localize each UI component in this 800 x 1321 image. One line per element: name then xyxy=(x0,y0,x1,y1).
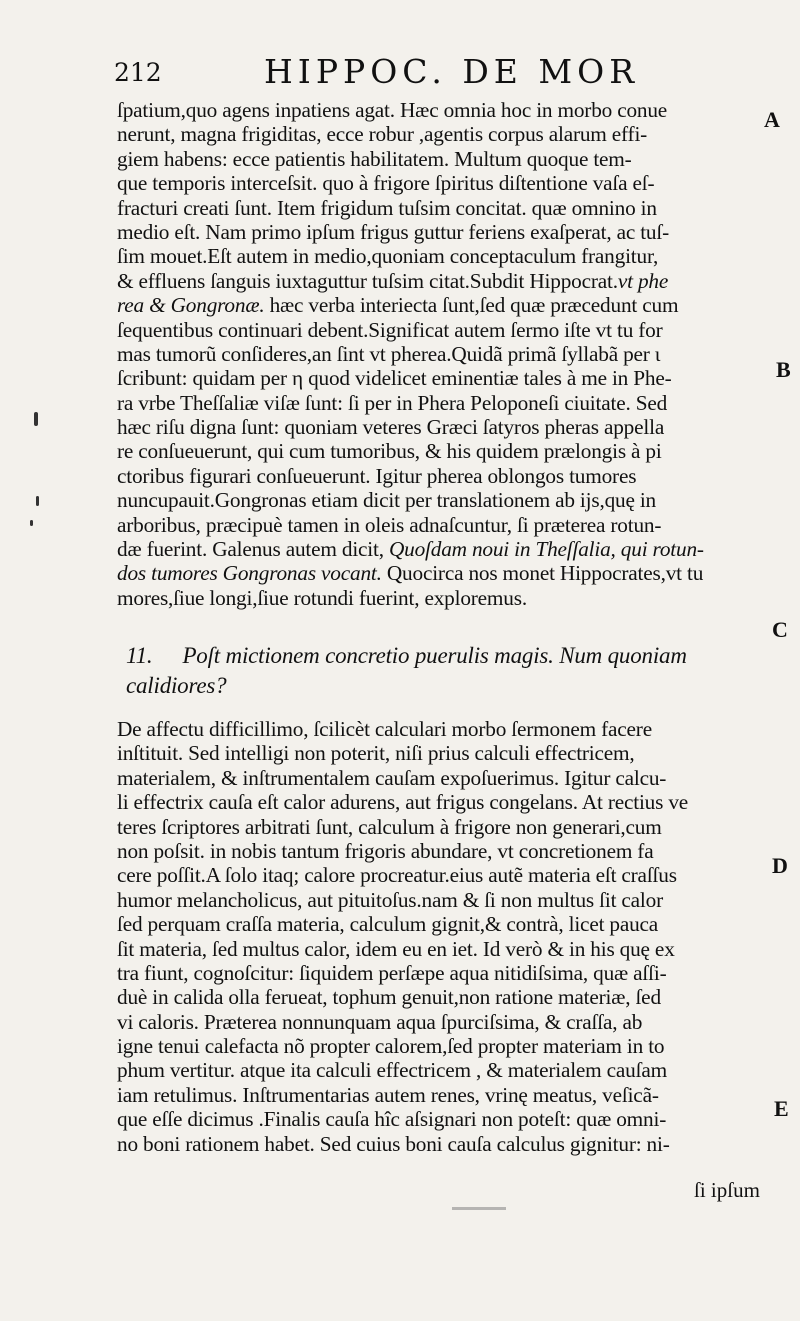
text-line: que eſſe dicimus .Finalis cauſa hîc aſsignari non poteſt: quæ omni- xyxy=(117,1107,667,1132)
page-number: 212 xyxy=(114,58,162,87)
text-line: no boni rationem habet. Sed cuius boni cauſa calculus gignitur: ni- xyxy=(117,1131,670,1156)
aphorism-line: calidiores? xyxy=(126,673,227,698)
text-line: materialem, & inſtrumentalem cauſam expoſuerimus. Igitur calcu- xyxy=(117,765,667,790)
aphorism xyxy=(126,641,766,701)
text-line: fracturi creati ſunt. Item frigidum tuſsim concitat. quæ omnino in xyxy=(117,195,657,220)
text-line: non poſsit. in nobis tantum frigoris abundare, vt concretionem fa xyxy=(117,838,654,863)
ink-speck xyxy=(36,496,39,506)
catchword: ſi ipſum xyxy=(694,1178,760,1202)
text-line: hæc riſu digna ſunt: quoniam veteres Græci ſatyros pheras appella xyxy=(117,415,665,440)
text-line: tra fiunt, cognoſcitur: ſiquidem perſæpe aqua nitidiſsima, quæ aſſi- xyxy=(117,960,667,985)
text-line: giem habens: ecce patientis habilitatem. Multum quoque tem- xyxy=(117,146,632,171)
margin-letter-a: A xyxy=(764,107,780,132)
text-line: rea & Gongronæ. hæc verba interiecta ſunt,ſed quæ præcedunt cum xyxy=(117,293,679,318)
text-line: mas tumorũ conſideres,an ſint vt pherea.Quidã primã ſyllabã per ι xyxy=(117,341,661,366)
text-line: ſcribunt: quidam per η quod videlicet eminentiæ tales à me in Phe- xyxy=(117,366,672,391)
text-line: phum vertitur. atque ita calculi effectricem , & materialem cauſam xyxy=(117,1058,667,1083)
margin-letter-c: C xyxy=(772,617,788,642)
text-line: ſit materia, ſed multus calor, idem eu en iet. Id verò & in his quę ex xyxy=(117,936,675,961)
text-line: mores,ſiue longi,ſiue rotundi fuerint, exploremus. xyxy=(117,585,527,610)
text-line: ſequentibus continuari debent.Significat autem ſermo iſte vt tu for xyxy=(117,317,663,342)
text-line: ſim mouet.Eſt autem in medio,quoniam conceptaculum frangitur, xyxy=(117,244,659,269)
page-smudge xyxy=(452,1207,506,1210)
text-line: igne tenui calefacta nõ propter calorem,ſed propter materiam in to xyxy=(117,1034,665,1059)
text-line: ſed perquam craſſa materia, calculum gignit,& contrà, licet pauca xyxy=(117,912,659,937)
text-line: que temporis interceſsit. quo à frigore ſpiritus diſtentione vaſa eſ- xyxy=(117,171,655,196)
text-line: dos tumores Gongronas vocant. Quocirca nos monet Hippocrates,vt tu xyxy=(117,561,704,586)
text-line: inſtituit. Sed intelligi non poterit, niſi prius calculi effectricem, xyxy=(117,741,635,766)
ink-speck xyxy=(30,520,33,526)
text-line: dæ fuerint. Galenus autem dicit, Quoſdam noui in Theſſalia, qui rotun- xyxy=(117,537,704,562)
margin-letter-e: E xyxy=(774,1096,789,1121)
text-line: re conſueuerunt, qui cum tumoribus, & his quidem prælongis à pi xyxy=(117,439,662,464)
aphorism-number: 11. xyxy=(126,643,153,668)
text-line: nerunt, magna frigiditas, ecce robur ,agentis corpus alarum effi- xyxy=(117,122,648,147)
text-line: vi caloris. Præterea nonnunquam aqua ſpurciſsima, & craſſa, ab xyxy=(117,1009,643,1034)
text-line: arboribus, præcipuè tamen in oleis adnaſcuntur, ſi præterea rotun- xyxy=(117,512,662,537)
text-line: teres ſcriptores arbitrati ſunt, calculum à frigore non generari,cum xyxy=(117,814,662,839)
text-line: ſpatium,quo agens inpatiens agat. Hæc omnia hoc in morbo conue xyxy=(117,98,668,122)
text-line: nuncupauit.Gongronas etiam dicit per translationem ab ijs,quę in xyxy=(117,488,657,513)
text-line: ra vrbe Theſſaliæ viſæ ſunt: ſi per in Phera Peloponeſi ciuitate. Sed xyxy=(117,390,668,415)
text-line: ctoribus figurari conſueuerunt. Igitur pherea oblongos tumores xyxy=(117,463,637,488)
commentary-paragraph-1 xyxy=(117,98,769,610)
text-line: cere poſſit.A ſolo itaq; calore procreatur.eius autẽ materia eſt craſſus xyxy=(117,863,677,888)
text-line: iam retulimus. Inſtrumentarias autem renes, vrinę meatus, veſicã- xyxy=(117,1082,659,1107)
text-line: humor melancholicus, aut pituitoſus.nam & ſi non multus ſit calor xyxy=(117,887,663,912)
aphorism-line xyxy=(126,641,766,671)
text-line: duè in calida olla ferueat, tophum genuit,non ratione materiæ, ſed xyxy=(117,985,661,1010)
text-line: li effectrix cauſa eſt calor adurens, aut frigus congelans. At rectius ve xyxy=(117,790,689,815)
aphorism-text: Poſt mictionem concretio puerulis magis. Num quoniam xyxy=(182,643,687,668)
commentary-paragraph-2 xyxy=(117,717,769,1156)
text-line: & effluens ſanguis iuxtaguttur tuſsim citat.Subdit Hippocrat.vt phe xyxy=(117,268,669,293)
page-header xyxy=(114,52,674,96)
text-line: De affectu difficillimo, ſcilicèt calculari morbo ſermonem facere xyxy=(117,717,652,741)
ink-speck xyxy=(34,412,38,426)
running-title: HIPPOC. DE MOR xyxy=(264,52,640,91)
margin-letter-d: D xyxy=(772,853,788,878)
margin-letter-b: B xyxy=(776,357,791,382)
text-line: medio eſt. Nam primo ipſum frigus guttur feriens exaſperat, ac tuſ- xyxy=(117,219,669,244)
